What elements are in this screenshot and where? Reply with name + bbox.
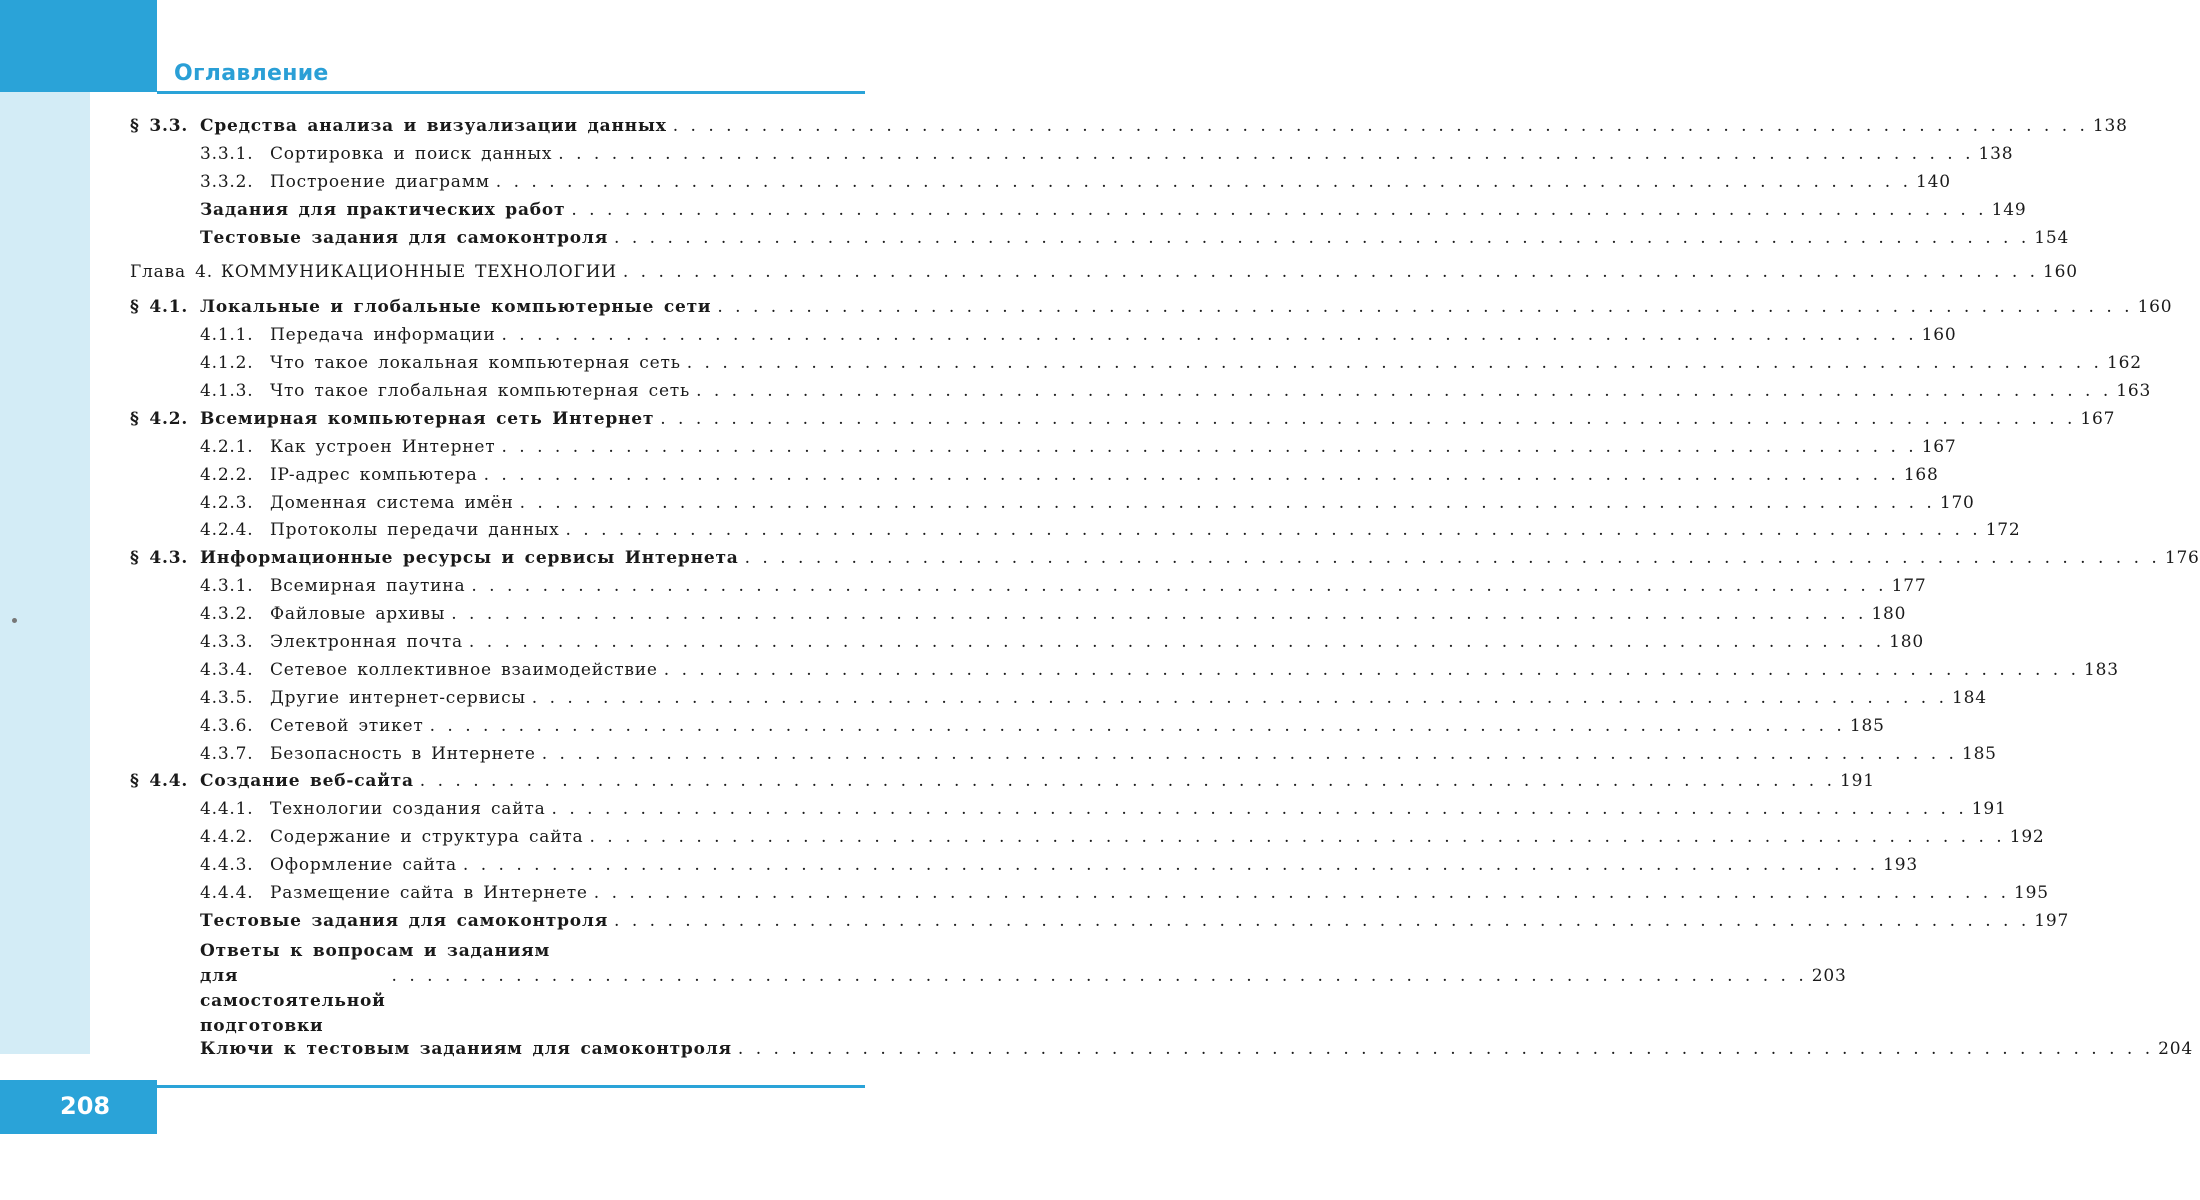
toc-entry-number: § 4.2. [130,408,189,429]
toc-entry-title: Тестовые задания для самоконтроля [200,227,609,248]
toc-entry-title: Безопасность в Интернете [270,743,536,764]
toc-entry-page: 170 [1939,492,1975,513]
toc-entry[interactable] [130,171,1951,200]
toc-entry-page: 191 [1971,799,2007,820]
toc-entry[interactable] [130,576,1927,604]
toc-entry-page: 191 [1840,771,1875,792]
toc-entry-title-line: Ответы к вопросам и заданиям [200,940,551,961]
toc-entry[interactable] [130,262,2078,290]
toc-entry-page: 193 [1883,855,1918,876]
toc-entry-number: 4.4.1. [200,799,254,820]
toc-entry-title: Доменная система имён [270,492,514,513]
toc-entry-page: 140 [1916,171,1951,192]
toc-entry-title: Тестовые задания для самоконтроля [200,910,609,931]
toc-entry-title: Всемирная компьютерная сеть Интернет [200,408,655,429]
dot-leader [392,966,1806,986]
toc-entry-title: Ключи к тестовым заданиям для самоконтроля [200,1038,732,1059]
dot-leader [471,576,1885,596]
toc-entry-title: Локальные и глобальные компьютерные сети [200,297,712,318]
dot-leader [745,548,2159,568]
toc-entry[interactable] [130,408,2116,437]
dot-leader [664,660,2078,680]
dot-leader [520,493,1934,513]
toc-entry-page: 172 [1985,520,2021,541]
toc-entry-number: 4.3.2. [200,604,254,625]
toc-entry[interactable] [130,464,1939,493]
toc-entry-title: Как устроен Интернет [270,436,496,457]
toc-entry-title: Информационные ресурсы и сервисы Интернета [200,548,739,569]
toc-entry-page: 180 [1889,632,1924,653]
toc-entry-number: § 4.1. [130,297,189,318]
side-panel [0,92,90,1054]
table-of-contents [130,116,2200,1067]
margin-dot [12,618,17,623]
dot-leader [687,353,2101,373]
toc-entry-page: 154 [2034,227,2070,248]
toc-entry-page: 167 [1921,436,1957,457]
title-rule [157,91,865,94]
dot-leader [594,883,2008,903]
toc-entry-page: 185 [1961,743,1997,764]
toc-entry-number: 3.3.2. [200,171,254,192]
toc-entry-page: 160 [2043,262,2078,283]
toc-entry-number: 4.3.4. [200,659,254,680]
toc-entry-number: 4.2.4. [200,520,254,541]
dot-leader [552,799,1966,819]
toc-entry-title: Сортировка и поиск данных [270,143,553,164]
toc-entry[interactable] [130,939,1847,1039]
dot-leader [660,409,2074,429]
toc-entry-number: § 4.3. [130,548,189,569]
toc-entry-number: 4.3.6. [200,715,254,736]
toc-entry-page: 162 [2106,353,2142,374]
toc-entry-number: Глава 4. [130,262,213,283]
toc-entry[interactable] [130,492,1975,521]
toc-entry-number: § 3.3. [130,116,189,136]
dot-leader [420,771,1834,791]
toc-entry-number: 4.2.3. [200,492,254,513]
toc-entry-title: Передача информации [270,325,496,346]
toc-entry-number: 4.1.3. [200,381,254,402]
toc-entry[interactable] [130,910,2070,939]
toc-entry-page: 167 [2080,408,2116,429]
toc-entry-title: Оформление сайта [270,855,457,876]
toc-entry[interactable] [130,353,2142,381]
toc-entry-page: 163 [2116,381,2152,402]
toc-entry-number: 4.3.7. [200,743,254,764]
dot-leader [696,381,2110,401]
toc-entry-number: 3.3.1. [200,143,254,164]
dot-leader [558,144,1972,164]
toc-entry[interactable] [130,632,1924,660]
toc-entry-title: Построение диаграмм [270,171,490,192]
toc-entry-page: 204 [2158,1038,2193,1059]
toc-entry-title: Задания для практических работ [200,199,566,220]
dot-leader [463,855,1877,875]
toc-entry-number: 4.2.2. [200,464,254,485]
toc-entry[interactable] [130,743,1997,772]
toc-entry[interactable] [130,883,2049,911]
dot-leader [532,688,1946,708]
toc-entry-number: 4.3.3. [200,632,254,653]
toc-entry[interactable] [130,436,1957,465]
toc-entry[interactable] [130,687,1987,716]
toc-entry-title: Другие интернет-сервисы [270,687,526,708]
dot-leader [589,827,2003,847]
toc-entry-title: Размещение сайта в Интернете [270,883,588,904]
dot-leader [469,632,1883,652]
toc-entry-number: 4.3.1. [200,576,254,597]
toc-entry-page: 195 [2014,883,2049,904]
toc-entry-page: 160 [2137,297,2173,318]
toc-entry-row [200,964,1847,1039]
toc-entry-page: 149 [1991,199,2027,220]
toc-entry[interactable] [130,659,2119,688]
toc-entry-page: 185 [1849,715,1885,736]
dot-leader [430,716,1844,736]
toc-entry-page: 160 [1921,325,1957,346]
toc-entry[interactable] [130,827,2045,855]
dot-leader [673,116,2087,136]
toc-entry[interactable] [130,143,2014,172]
toc-entry-title: Содержание и структура сайта [270,827,584,848]
toc-entry-number: 4.4.3. [200,855,254,876]
dot-leader [565,520,1979,540]
toc-entry-number: 4.4.4. [200,883,254,904]
dot-leader [542,744,1956,764]
header-accent-block [0,0,157,92]
dot-leader [614,228,2028,248]
toc-entry-page: 180 [1871,604,1907,625]
footer-rule [157,1085,865,1088]
toc-entry[interactable] [130,855,1918,883]
toc-entry-number: 4.1.1. [200,325,254,346]
toc-entry-page: 138 [1978,143,2014,164]
toc-entry[interactable] [130,297,2173,325]
toc-entry[interactable] [130,325,1957,353]
dot-leader [614,911,2028,931]
dot-leader [501,437,1915,457]
toc-entry[interactable] [130,548,2200,576]
toc-entry-title: Что такое локальная компьютерная сеть [270,353,681,374]
page-title: Оглавление [174,61,329,86]
toc-entry-page: 176 [2164,548,2200,569]
toc-entry-number: 4.1.2. [200,353,254,374]
toc-entry[interactable] [130,771,1875,799]
toc-entry[interactable] [130,227,2070,256]
toc-entry[interactable] [130,715,1885,744]
dot-leader [717,297,2131,317]
toc-entry-page: 184 [1952,687,1987,708]
toc-entry-title: Технологии создания сайта [270,799,546,820]
dot-leader [451,604,1865,624]
toc-entry[interactable] [130,116,2128,144]
dot-leader [738,1039,2152,1059]
toc-entry-title: для самостоятельной подготовки [200,965,386,1036]
toc-entry-page: 192 [2009,827,2045,848]
toc-entry[interactable] [130,520,2021,548]
toc-entry-title: Сетевое коллективное взаимодействие [270,659,658,680]
toc-entry-title: Файловые архивы [270,604,446,625]
page-number: 208 [60,1092,111,1120]
toc-entry-title: Протоколы передачи данных [270,520,560,541]
toc-entry-page: 183 [2084,659,2119,680]
toc-entry-page: 168 [1903,464,1939,485]
toc-entry-page: 203 [1811,965,1847,986]
toc-entry-number: § 4.4. [130,771,189,792]
toc-entry-title: Электронная почта [270,632,463,653]
toc-entry-title: Создание веб-сайта [200,771,414,792]
dot-leader [571,200,1985,220]
dot-leader [484,465,1898,485]
toc-entry-title: Сетевой этикет [270,715,424,736]
toc-entry[interactable] [130,199,2027,228]
toc-entry-number: 4.2.1. [200,436,254,457]
toc-entry[interactable] [130,381,2152,409]
toc-entry-number: 4.3.5. [200,687,254,708]
toc-entry[interactable] [130,799,2007,827]
dot-leader [496,172,1910,192]
toc-entry-title: Средства анализа и визуализации данных [200,116,667,136]
dot-leader [623,262,2037,282]
toc-entry-page: 197 [2034,910,2070,931]
dot-leader [501,325,1915,345]
toc-entry[interactable] [130,1038,2193,1067]
toc-entry-title: Что такое глобальная компьютерная сеть [270,381,691,402]
toc-entry-number: 4.4.2. [200,827,254,848]
toc-entry[interactable] [130,604,1907,632]
toc-entry-title: Всемирная паутина [270,576,466,597]
toc-entry-page: 177 [1891,576,1927,597]
toc-entry-title: IP-адрес компьютера [270,464,478,485]
toc-entry-page: 138 [2092,116,2128,136]
toc-entry-title: КОММУНИКАЦИОННЫЕ ТЕХНОЛОГИИ [220,262,617,283]
